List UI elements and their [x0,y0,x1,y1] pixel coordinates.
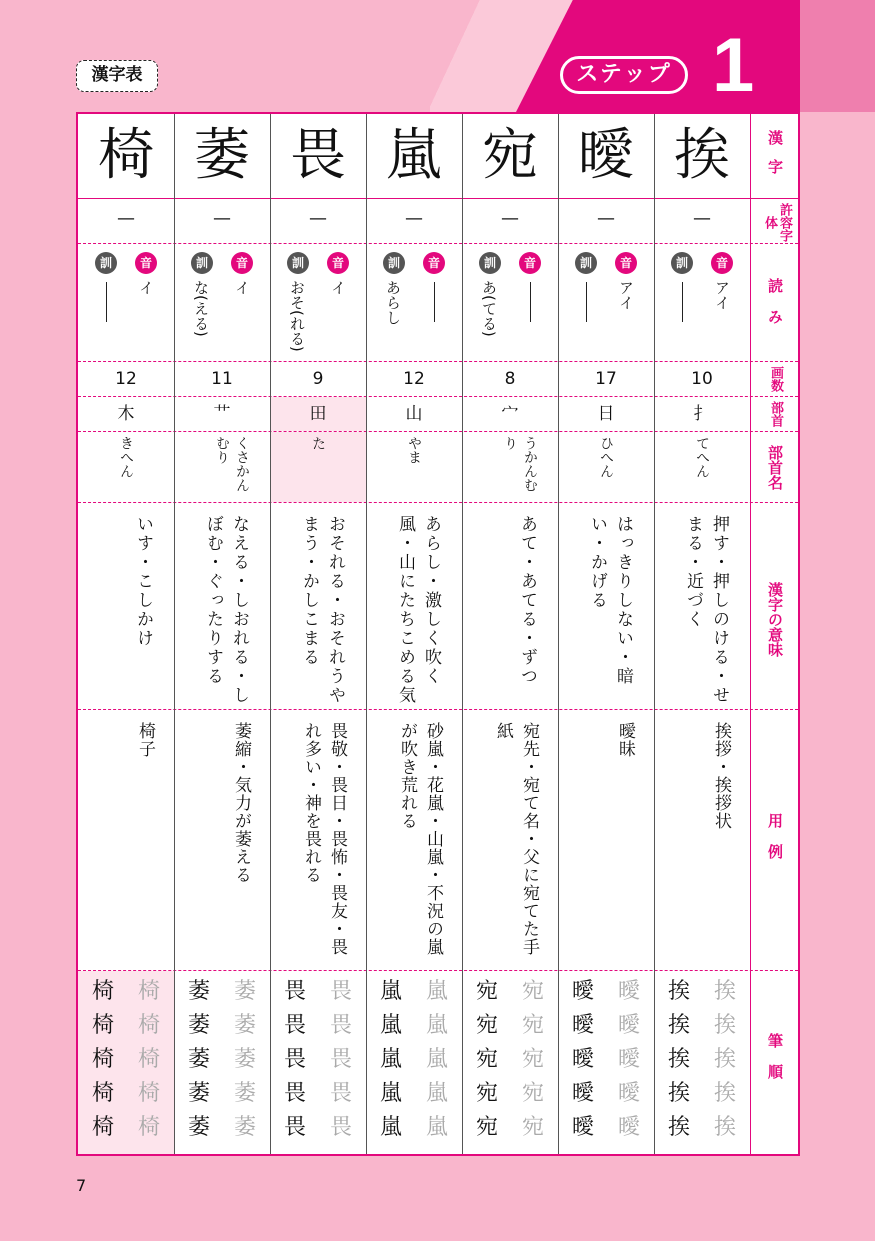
on-reading: イ [137,280,155,295]
on-reading: アイ [713,280,731,310]
kun-badge: 訓 [287,252,309,274]
meaning-cell [270,503,366,709]
stroke-step: 挨 [667,1047,690,1072]
radical: 艹 [213,404,231,424]
stroke-step: 萎 [187,1115,210,1140]
stroke-order-column [468,975,506,1145]
meaning-text: はっきりしない・暗い・かげる [587,515,633,686]
stroke-step: 嵐 [379,1047,402,1072]
stroke-step: 畏 [283,979,306,1004]
label-bushumei: 部首名 [766,444,784,490]
stroke-step: 宛 [475,1013,498,1038]
example-cell [174,710,270,970]
label-kyoyo: 許容字体 [762,202,792,242]
meaning-text: なえる・しおれる・しぼむ・ぐったりする [203,515,249,705]
empty-kun [106,282,107,322]
example-text: 挨拶・挨拶状 [711,722,731,830]
meaning-cell [462,503,558,709]
meaning-cell [654,503,750,709]
column-divider [462,114,463,1154]
stroke-trace: 宛 [521,1115,544,1140]
radical-name: やま [406,436,422,464]
kun-badge: 訓 [383,252,405,274]
stroke-step: 萎 [187,1081,210,1106]
stroke-trace: 宛 [521,1013,544,1038]
label-kakusu: 画数 [768,366,783,392]
radical-name: た [310,436,326,450]
kanji-char: 椅 [98,123,154,188]
stroke-step: 萎 [187,1013,210,1038]
stroke-trace: 萎 [233,1115,256,1140]
kanji-column [462,114,558,1154]
stroke-trace: 椅 [137,1047,160,1072]
reading-cell [558,244,654,361]
stroke-trace: 嵐 [425,979,448,1004]
reading-cell [78,244,174,361]
stroke-step: 曖 [571,1115,594,1140]
kanji-table [76,112,800,1156]
stroke-trace: 萎 [233,979,256,1004]
radical-name-cell [558,432,654,502]
stroke-trace: 宛 [521,979,544,1004]
stroke-step: 嵐 [379,1013,402,1038]
reading-cell [462,244,558,361]
stroke-step: 挨 [667,1013,690,1038]
reading-cell [174,244,270,361]
radical: 田 [270,397,366,431]
variant-form: — [405,208,423,229]
stroke-step: 宛 [475,1081,498,1106]
stroke-trace: 萎 [233,1047,256,1072]
stroke-count: 12 [403,369,425,389]
stroke-trace-column [610,975,648,1145]
stroke-count: 9 [312,369,324,389]
meaning-text: あて・あてる・ずつ [517,515,537,686]
radical-name-cell [174,432,270,502]
stroke-trace: 畏 [329,1115,352,1140]
variant-form: — [693,208,711,229]
stroke-step: 萎 [187,1047,210,1072]
kanji-char: 宛 [482,123,538,188]
stroke-order-cell [174,971,270,1154]
kanji-char: 畏 [290,123,346,188]
stroke-step: 挨 [667,979,690,1004]
stroke-step: 嵐 [379,1115,402,1140]
kanji-column [558,114,654,1154]
stroke-count: 12 [115,369,137,389]
stroke-step: 畏 [283,1115,306,1140]
example-text: 砂嵐・花嵐・山嵐・不況の嵐が吹き荒れる [397,722,443,956]
radical-name-cell [270,432,366,502]
variant-form: — [501,208,519,229]
step-number: 1 [712,23,755,108]
variant-form: — [117,208,135,229]
kanji-column [654,114,750,1154]
stroke-step: 宛 [475,979,498,1004]
empty-kun [682,282,683,322]
reading-cell [366,244,462,361]
stroke-step: 曖 [571,979,594,1004]
stroke-count: 10 [691,369,713,389]
stroke-step: 挨 [667,1081,690,1106]
stroke-trace: 挨 [713,1081,736,1106]
stroke-step: 畏 [283,1013,306,1038]
kanji-column [174,114,270,1154]
on-reading: イ [233,280,251,295]
kanji-char: 挨 [674,123,730,188]
example-cell [558,710,654,970]
example-text: 曖昧 [615,722,635,758]
on-badge: 音 [327,252,349,274]
stroke-trace: 椅 [137,1115,160,1140]
stroke-trace: 宛 [521,1047,544,1072]
radical-name: てへん [694,436,710,478]
radical-name: うかんむり [502,436,538,492]
stroke-trace: 挨 [713,1115,736,1140]
stroke-trace: 萎 [233,1081,256,1106]
stroke-trace: 曖 [617,1013,640,1038]
on-reading: アイ [617,280,635,310]
meaning-cell [366,503,462,709]
stroke-trace: 畏 [329,1081,352,1106]
stroke-trace: 萎 [233,1013,256,1038]
stroke-trace: 椅 [137,979,160,1004]
stroke-trace: 曖 [617,1115,640,1140]
label-hitsujun: 筆順 [766,1033,784,1095]
stroke-trace-column [418,975,456,1145]
on-badge: 音 [423,252,445,274]
radical: 木 [117,404,135,424]
on-badge: 音 [135,252,157,274]
kun-badge: 訓 [95,252,117,274]
empty-on [434,282,435,322]
stroke-trace-column [514,975,552,1145]
example-cell [654,710,750,970]
stroke-trace: 畏 [329,1047,352,1072]
stroke-step: 椅 [91,1047,114,1072]
example-text: 椅子 [135,722,155,758]
variant-form: — [213,208,231,229]
stroke-trace: 嵐 [425,1115,448,1140]
stroke-count: 8 [504,369,516,389]
stroke-trace-column [322,975,360,1145]
example-cell [78,710,174,970]
stroke-trace: 嵐 [425,1081,448,1106]
stroke-trace: 嵐 [425,1047,448,1072]
stroke-order-column [564,975,602,1145]
example-cell [366,710,462,970]
kanji-char: 萎 [194,123,250,188]
kun-reading: あ(てる) [480,280,498,337]
stroke-step: 曖 [571,1081,594,1106]
label-imi: 漢字の意味 [766,581,784,657]
stroke-trace: 畏 [329,1013,352,1038]
column-divider [270,114,271,1154]
variant-form: — [309,208,327,229]
page-number: 7 [76,1176,87,1195]
stroke-trace-column [706,975,744,1145]
kanji-char: 嵐 [386,123,442,188]
radical: 日 [597,404,615,424]
kanji-column [78,114,174,1154]
stroke-step: 挨 [667,1115,690,1140]
stroke-order-cell [654,971,750,1154]
radical-name-cell [462,432,558,502]
kanji-char: 曖 [578,123,634,188]
kun-badge: 訓 [575,252,597,274]
stroke-step: 嵐 [379,979,402,1004]
stroke-trace: 嵐 [425,1013,448,1038]
meaning-text: あらし・激しく吹く風・山にたちこめる気 [395,515,441,705]
radical-name: きへん [118,436,134,478]
stroke-step: 畏 [283,1047,306,1072]
stroke-step: 椅 [91,1013,114,1038]
stroke-trace: 曖 [617,979,640,1004]
stroke-trace: 椅 [137,1013,160,1038]
stroke-step: 椅 [91,1115,114,1140]
label-bushu: 部首 [768,401,783,427]
stroke-trace-column [130,975,168,1145]
radical: 扌 [693,404,711,424]
meaning-cell [174,503,270,709]
label-rei: 用例 [766,813,784,875]
on-badge: 音 [711,252,733,274]
stroke-trace: 宛 [521,1081,544,1106]
meaning-text: 押す・押しのける・せまる・近づく [683,515,729,705]
stroke-trace: 挨 [713,1013,736,1038]
stroke-step: 宛 [475,1047,498,1072]
example-text: 萎縮・気力が萎える [231,722,251,884]
kun-badge: 訓 [479,252,501,274]
stroke-step: 曖 [571,1013,594,1038]
label-divider [750,114,751,1154]
on-badge: 音 [615,252,637,274]
stroke-trace: 挨 [713,979,736,1004]
empty-on [530,282,531,322]
stroke-step: 宛 [475,1115,498,1140]
label-kanji: 漢字 [766,130,784,188]
radical: 宀 [501,404,519,424]
kun-reading: あらし [384,280,402,325]
meaning-text: いす・こしかけ [133,515,153,648]
radical-name: くさかんむり [214,436,250,492]
column-divider [366,114,367,1154]
stroke-trace: 曖 [617,1047,640,1072]
example-cell [270,710,366,970]
example-cell [462,710,558,970]
stroke-order-cell [78,971,174,1154]
stroke-order-cell [270,971,366,1154]
reading-cell [270,244,366,361]
example-text: 宛先・宛て名・父に宛てた手紙 [493,722,539,956]
stroke-order-column [660,975,698,1145]
stroke-order-cell [462,971,558,1154]
kun-reading: な(える) [192,280,210,337]
kun-badge: 訓 [671,252,693,274]
stroke-step: 畏 [283,1081,306,1106]
step-label: ステップ [560,56,688,94]
stroke-trace: 椅 [137,1081,160,1106]
on-reading: イ [329,280,347,295]
column-divider [558,114,559,1154]
stroke-step: 椅 [91,1081,114,1106]
meaning-text: おそれる・おそれうやまう・かしこまる [299,515,345,705]
label-yomi: 読み [766,278,784,340]
reading-cell [654,244,750,361]
meaning-cell [558,503,654,709]
radical-name-cell [78,432,174,502]
stroke-order-cell [558,971,654,1154]
stroke-order-cell [366,971,462,1154]
example-text: 畏敬・畏日・畏怖・畏友・畏れ多い・神を畏れる [301,722,347,956]
stroke-step: 椅 [91,979,114,1004]
kanji-column [270,114,366,1154]
column-divider [174,114,175,1154]
on-badge: 音 [519,252,541,274]
stroke-trace: 曖 [617,1081,640,1106]
stroke-order-column [180,975,218,1145]
stroke-trace: 挨 [713,1047,736,1072]
stroke-order-column [84,975,122,1145]
kanji-column [366,114,462,1154]
stroke-step: 萎 [187,979,210,1004]
radical-name-cell [366,432,462,502]
kun-badge: 訓 [191,252,213,274]
section-tag: 漢字表 [76,60,158,92]
stroke-order-column [372,975,410,1145]
stroke-trace-column [226,975,264,1145]
stroke-order-column [276,975,314,1145]
column-divider [654,114,655,1154]
stroke-count: 17 [595,369,617,389]
stroke-count: 11 [211,369,233,389]
on-badge: 音 [231,252,253,274]
empty-kun [586,282,587,322]
radical-name-cell [654,432,750,502]
kun-reading: おそ(れる) [288,280,306,352]
stroke-step: 曖 [571,1047,594,1072]
radical-name: ひへん [598,436,614,478]
radical: 山 [405,404,423,424]
meaning-cell [78,503,174,709]
stroke-trace: 畏 [329,979,352,1004]
stroke-step: 嵐 [379,1081,402,1106]
variant-form: — [597,208,615,229]
